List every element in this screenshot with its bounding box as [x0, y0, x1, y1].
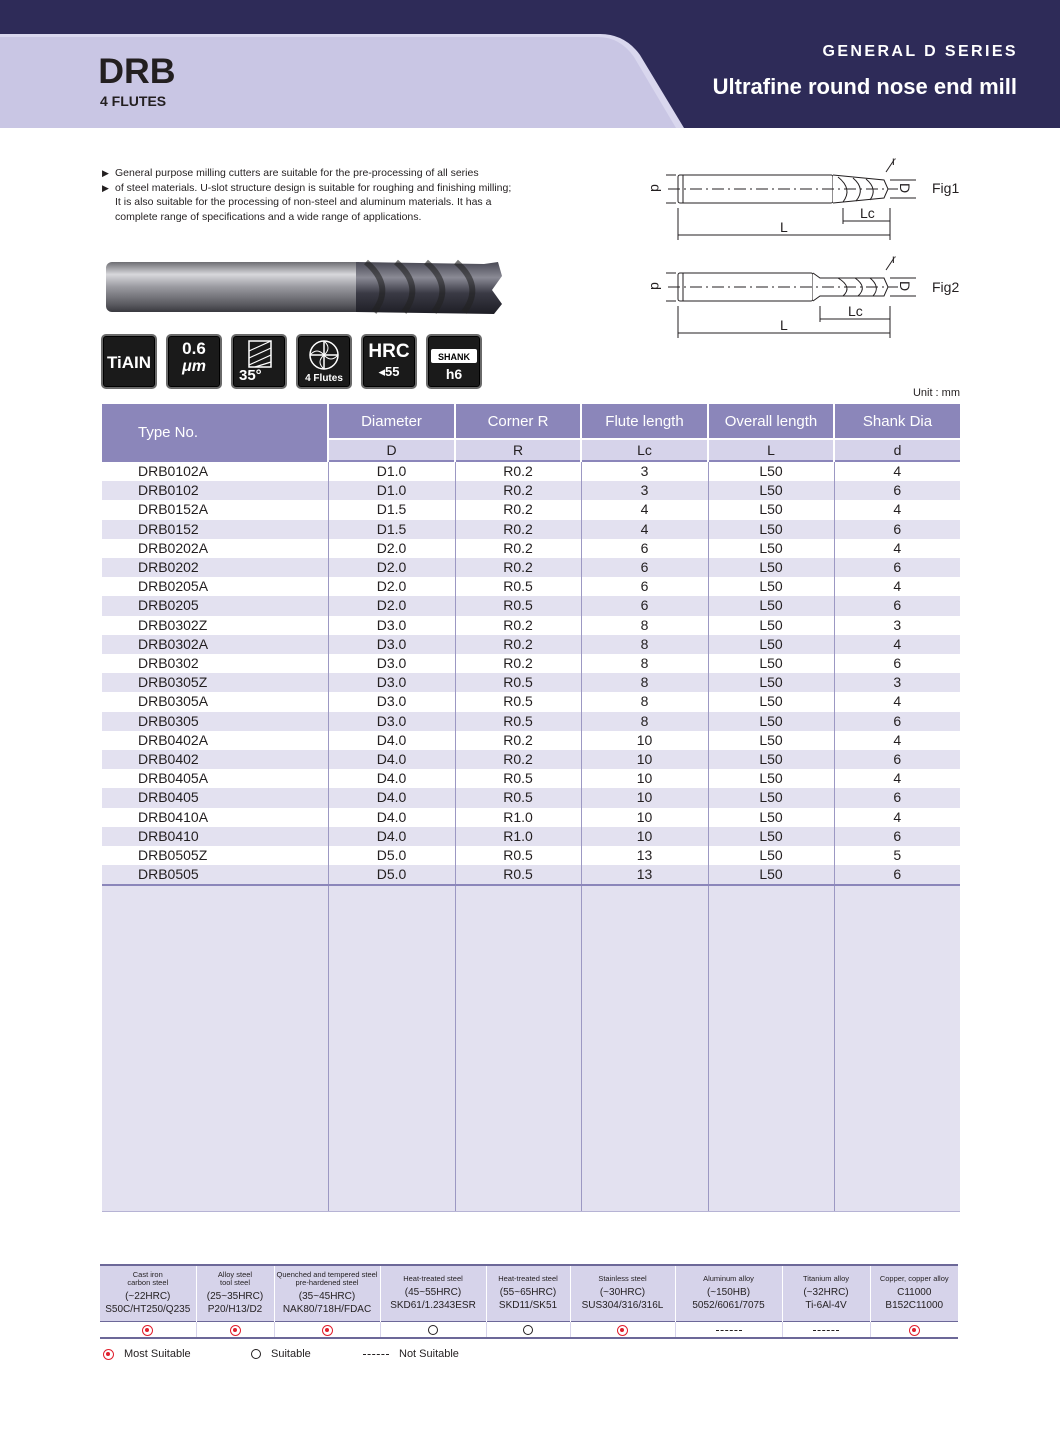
legend-not-suitable: [363, 1348, 459, 1360]
table-row: [102, 692, 960, 711]
not-suitable-icon: [716, 1330, 742, 1331]
cell-type: DRB0205: [102, 596, 328, 615]
material-cell: [100, 1265, 196, 1321]
cell-overall-length: L50: [708, 635, 834, 654]
cell-corner-r: R0.5: [455, 692, 581, 711]
material-grades: SUS304/316/316L: [581, 1299, 664, 1311]
cell-corner-r: R0.2: [455, 635, 581, 654]
fig2-flute-length-label: Lc: [848, 303, 863, 319]
cell-corner-r: R1.0: [455, 827, 581, 846]
shank-tolerance-value: h6: [445, 366, 463, 382]
materials-row: [100, 1265, 958, 1321]
cell-flute-length: 6: [581, 539, 708, 558]
cell-corner-r: R0.5: [455, 596, 581, 615]
feature-badges: [101, 334, 482, 389]
most-suitable-icon: [617, 1325, 628, 1336]
material-name: tool steel: [219, 1278, 251, 1288]
empty-cell: [455, 885, 581, 1211]
cell-flute-length: 10: [581, 827, 708, 846]
table-row: [102, 827, 960, 846]
material-name: Alloy steel: [217, 1269, 253, 1279]
cell-corner-r: R0.5: [455, 577, 581, 596]
table-row: [102, 712, 960, 731]
table-row: [102, 846, 960, 865]
empty-cell: [708, 885, 834, 1211]
cell-shank-dia: 4: [834, 635, 960, 654]
not-suitable-icon: [363, 1354, 389, 1355]
series-name: GENERAL D SERIES: [822, 43, 1018, 60]
table-row: [102, 808, 960, 827]
material-grades: 5052/6061/7075: [692, 1299, 765, 1311]
cell-corner-r: R0.5: [455, 673, 581, 692]
suitable-icon: [251, 1349, 261, 1359]
desc-line: ▶ of steel materials. U-slot structure design is suitable for roughing and finishing milling;: [102, 181, 512, 194]
cell-corner-r: R0.2: [455, 481, 581, 500]
fig1-label: Fig1: [932, 180, 960, 196]
empty-cell: [834, 885, 960, 1211]
suitability-cell: [486, 1321, 570, 1338]
empty-cell: [102, 885, 328, 1211]
cell-type: DRB0405: [102, 788, 328, 807]
cell-type: DRB0505: [102, 865, 328, 885]
cell-corner-r: R0.2: [455, 654, 581, 673]
material-name: Aluminum alloy: [703, 1274, 754, 1283]
suitability-cell: [100, 1321, 196, 1338]
material-hardness: (~150HB): [706, 1286, 751, 1298]
suitability-cell: [570, 1321, 675, 1338]
cell-shank-dia: 4: [834, 461, 960, 481]
cell-overall-length: L50: [708, 500, 834, 519]
cell-shank-dia: 6: [834, 481, 960, 500]
cell-type: DRB0205A: [102, 577, 328, 596]
fig2-shank-dia-label: d: [647, 282, 664, 290]
cell-shank-dia: 6: [834, 750, 960, 769]
desc-line: It is also suitable for the processing of non-steel and aluminum materials. It has a: [115, 196, 492, 208]
cell-flute-length: 8: [581, 712, 708, 731]
cell-shank-dia: 4: [834, 808, 960, 827]
cell-flute-length: 13: [581, 865, 708, 885]
cell-flute-length: 10: [581, 808, 708, 827]
cell-overall-length: L50: [708, 769, 834, 788]
cell-shank-dia: 4: [834, 539, 960, 558]
bullet-arrow-icon: ▶: [102, 182, 109, 193]
cell-type: DRB0302Z: [102, 616, 328, 635]
table-row: [102, 769, 960, 788]
unit-note: Unit : mm: [912, 387, 960, 399]
cell-flute-length: 4: [581, 500, 708, 519]
cell-type: DRB0305A: [102, 692, 328, 711]
cell-shank-dia: 4: [834, 731, 960, 750]
col-header-diameter: Diameter: [328, 404, 455, 439]
cell-overall-length: L50: [708, 846, 834, 865]
cell-shank-dia: 6: [834, 865, 960, 885]
materials-table: [100, 1264, 958, 1339]
table-row: [102, 539, 960, 558]
cell-shank-dia: 6: [834, 788, 960, 807]
material-hardness: (~22HRC): [125, 1290, 171, 1302]
material-cell: [782, 1265, 870, 1321]
cell-flute-length: 10: [581, 788, 708, 807]
material-hardness: (55~65HRC): [499, 1286, 557, 1298]
cell-overall-length: L50: [708, 539, 834, 558]
col-header-overall-length: Overall length: [708, 404, 834, 439]
cell-shank-dia: 4: [834, 577, 960, 596]
helix-angle-badge: [231, 334, 287, 389]
cell-shank-dia: 4: [834, 769, 960, 788]
material-name: pre-hardened steel: [295, 1278, 359, 1288]
cell-shank-dia: 3: [834, 673, 960, 692]
cell-diameter: D4.0: [328, 788, 455, 807]
material-hardness: C11000: [897, 1286, 932, 1298]
cell-shank-dia: 6: [834, 712, 960, 731]
cell-corner-r: R0.5: [455, 865, 581, 885]
cell-flute-length: 6: [581, 596, 708, 615]
most-suitable-icon: [230, 1325, 241, 1336]
end-mill-image: [104, 256, 504, 320]
table-row: [102, 520, 960, 539]
material-grades: NAK80/718H/FDAC: [282, 1303, 372, 1315]
hardness-badge: [361, 334, 417, 389]
desc-line: ▶ General purpose milling cutters are suitable for the pre-processing of all series: [102, 167, 479, 179]
suitability-row: [100, 1321, 958, 1338]
cell-shank-dia: 6: [834, 827, 960, 846]
spec-table: [102, 404, 960, 1212]
cell-overall-length: L50: [708, 731, 834, 750]
cell-type: DRB0302A: [102, 635, 328, 654]
cell-shank-dia: 6: [834, 596, 960, 615]
cell-flute-length: 13: [581, 846, 708, 865]
material-grades: Ti-6Al-4V: [805, 1299, 847, 1311]
table-row: [102, 865, 960, 885]
cell-diameter: D3.0: [328, 616, 455, 635]
material-hardness: (~32HRC): [803, 1286, 849, 1298]
table-row: [102, 654, 960, 673]
material-name: Heat-treated steel: [403, 1274, 463, 1283]
product-title: Ultrafine round nose end mill: [712, 74, 1017, 99]
cell-type: DRB0410: [102, 827, 328, 846]
material-cell: [486, 1265, 570, 1321]
material-name: Heat-treated steel: [498, 1274, 558, 1283]
material-hardness: (~30HRC): [599, 1286, 646, 1298]
cell-type: DRB0202A: [102, 539, 328, 558]
cell-shank-dia: 6: [834, 520, 960, 539]
cell-flute-length: 3: [581, 461, 708, 481]
cell-flute-length: 8: [581, 635, 708, 654]
cell-diameter: D3.0: [328, 692, 455, 711]
material-hardness: (45~55HRC): [404, 1286, 462, 1298]
legend-suitable: [251, 1348, 311, 1360]
col-header-shank-dia: Shank Dia: [834, 404, 960, 439]
table-row: [102, 577, 960, 596]
subheader-r: R: [455, 439, 581, 461]
cell-diameter: D4.0: [328, 827, 455, 846]
materials-table-wrapper: [100, 1264, 958, 1339]
suitable-icon: [428, 1325, 438, 1335]
cell-overall-length: L50: [708, 520, 834, 539]
grain-size-value: 0.6: [182, 339, 206, 358]
cell-type: DRB0402A: [102, 731, 328, 750]
flutes-badge: [296, 334, 352, 389]
material-name: carbon steel: [127, 1278, 169, 1288]
table-row: [102, 500, 960, 519]
material-cell: [675, 1265, 782, 1321]
cell-flute-length: 3: [581, 481, 708, 500]
cell-overall-length: L50: [708, 827, 834, 846]
table-header-row: [102, 404, 960, 439]
legend-suitable-label: Suitable: [271, 1348, 311, 1360]
cell-diameter: D5.0: [328, 865, 455, 885]
not-suitable-icon: [813, 1330, 839, 1331]
cell-diameter: D2.0: [328, 577, 455, 596]
cell-overall-length: L50: [708, 654, 834, 673]
suitability-cell: [870, 1321, 958, 1338]
cell-shank-dia: 4: [834, 500, 960, 519]
cell-type: DRB0302: [102, 654, 328, 673]
cell-shank-dia: 3: [834, 616, 960, 635]
material-cell: [570, 1265, 675, 1321]
fig-drawings: [648, 150, 968, 350]
cell-overall-length: L50: [708, 788, 834, 807]
product-description: [102, 166, 542, 224]
cell-type: DRB0405A: [102, 769, 328, 788]
cell-flute-length: 10: [581, 731, 708, 750]
cell-diameter: D4.0: [328, 769, 455, 788]
cell-corner-r: R0.2: [455, 520, 581, 539]
cell-overall-length: L50: [708, 750, 834, 769]
flute-count: 4 FLUTES: [100, 93, 167, 109]
cell-corner-r: R0.5: [455, 712, 581, 731]
most-suitable-icon: [909, 1325, 920, 1336]
cell-overall-length: L50: [708, 577, 834, 596]
material-cell: [274, 1265, 380, 1321]
cell-corner-r: R0.2: [455, 731, 581, 750]
cell-flute-length: 10: [581, 750, 708, 769]
material-cell: [870, 1265, 958, 1321]
table-row: [102, 461, 960, 481]
empty-cell: [581, 885, 708, 1211]
cell-flute-length: 8: [581, 673, 708, 692]
cell-diameter: D3.0: [328, 673, 455, 692]
material-name: Quenched and tempered steel: [276, 1269, 378, 1279]
fig1-shank-dia-label: d: [647, 184, 664, 192]
material-grades: B152C11000: [885, 1299, 944, 1311]
four-flutes-icon: [298, 338, 350, 372]
cell-diameter: D1.0: [328, 481, 455, 500]
cell-shank-dia: 5: [834, 846, 960, 865]
cell-overall-length: L50: [708, 673, 834, 692]
cell-flute-length: 4: [581, 520, 708, 539]
hrc-value: ◂55: [378, 364, 400, 379]
material-name: Titanium alloy: [803, 1274, 849, 1283]
cell-corner-r: R0.5: [455, 769, 581, 788]
fig1-dia-label: D: [897, 182, 914, 194]
cell-diameter: D2.0: [328, 596, 455, 615]
cell-overall-length: L50: [708, 692, 834, 711]
cell-type: DRB0202: [102, 558, 328, 577]
material-hardness: (35~45HRC): [298, 1290, 356, 1302]
cell-overall-length: L50: [708, 558, 834, 577]
col-header-type: Type No.: [102, 404, 328, 461]
suitable-icon: [523, 1325, 533, 1335]
shank-tolerance-badge: [426, 334, 482, 389]
cell-shank-dia: 6: [834, 654, 960, 673]
cell-flute-length: 8: [581, 654, 708, 673]
cell-flute-length: 8: [581, 692, 708, 711]
hrc-label: HRC: [368, 341, 410, 362]
cell-type: DRB0505Z: [102, 846, 328, 865]
cell-shank-dia: 4: [834, 692, 960, 711]
cell-overall-length: L50: [708, 596, 834, 615]
helix-angle-value: 35°: [239, 367, 262, 384]
suitability-cell: [782, 1321, 870, 1338]
cell-diameter: D3.0: [328, 654, 455, 673]
cell-diameter: D1.5: [328, 520, 455, 539]
table-row: [102, 481, 960, 500]
cell-type: DRB0102A: [102, 461, 328, 481]
col-header-corner-r: Corner R: [455, 404, 581, 439]
table-row: [102, 558, 960, 577]
material-cell: [380, 1265, 486, 1321]
cell-diameter: D3.0: [328, 712, 455, 731]
cell-flute-length: 10: [581, 769, 708, 788]
most-suitable-icon: [103, 1349, 114, 1360]
page-header: [0, 0, 1060, 128]
bullet-arrow-icon: ▶: [102, 168, 109, 178]
cell-type: DRB0102: [102, 481, 328, 500]
suitability-cell: [675, 1321, 782, 1338]
legend-not-label: Not Suitable: [399, 1348, 459, 1360]
cell-type: DRB0402: [102, 750, 328, 769]
cell-overall-length: L50: [708, 865, 834, 885]
grain-size-badge: [166, 334, 222, 389]
cell-corner-r: R0.2: [455, 616, 581, 635]
fig2-dia-label: D: [897, 280, 914, 292]
suitability-cell: [196, 1321, 274, 1338]
table-row: [102, 596, 960, 615]
spec-table-body: [102, 461, 960, 1211]
product-code: DRB: [98, 52, 176, 91]
cell-overall-length: L50: [708, 461, 834, 481]
cell-corner-r: R0.2: [455, 539, 581, 558]
material-grades: SKD11/SK51: [498, 1299, 558, 1311]
cell-diameter: D1.5: [328, 500, 455, 519]
material-name: Copper, copper alloy: [879, 1274, 949, 1283]
suitability-cell: [274, 1321, 380, 1338]
material-cell: [196, 1265, 274, 1321]
grain-size-unit: μm: [182, 358, 206, 375]
legend-most-label: Most Suitable: [124, 1348, 191, 1360]
coating-text: TiAIN: [106, 353, 152, 372]
cell-diameter: D4.0: [328, 808, 455, 827]
table-row: [102, 616, 960, 635]
cell-diameter: D4.0: [328, 750, 455, 769]
material-grades: P20/H13/D2: [207, 1303, 263, 1315]
cell-type: DRB0410A: [102, 808, 328, 827]
cell-diameter: D2.0: [328, 539, 455, 558]
cell-diameter: D5.0: [328, 846, 455, 865]
fig2-label: Fig2: [932, 279, 960, 295]
cell-overall-length: L50: [708, 481, 834, 500]
table-empty-area: [102, 885, 960, 1211]
cell-flute-length: 6: [581, 558, 708, 577]
cell-corner-r: R0.2: [455, 500, 581, 519]
cell-type: DRB0152: [102, 520, 328, 539]
cell-overall-length: L50: [708, 808, 834, 827]
subheader-shank-d: d: [834, 439, 960, 461]
cell-corner-r: R0.2: [455, 558, 581, 577]
table-row: [102, 750, 960, 769]
subheader-lc: Lc: [581, 439, 708, 461]
subheader-l: L: [708, 439, 834, 461]
material-grades: S50C/HT250/Q235: [105, 1303, 191, 1315]
cell-flute-length: 6: [581, 577, 708, 596]
cell-overall-length: L50: [708, 712, 834, 731]
cell-corner-r: R1.0: [455, 808, 581, 827]
cell-corner-r: R0.2: [455, 461, 581, 481]
legend-most-suitable: [103, 1348, 191, 1360]
cell-diameter: D2.0: [328, 558, 455, 577]
subheader-d: D: [328, 439, 455, 461]
shank-label: SHANK: [437, 352, 470, 362]
most-suitable-icon: [322, 1325, 333, 1336]
table-row: [102, 788, 960, 807]
fig1-radius-label: r: [892, 154, 896, 168]
fig2-radius-label: r: [892, 252, 896, 266]
table-row: [102, 635, 960, 654]
empty-cell: [328, 885, 455, 1211]
col-header-flute-length: Flute length: [581, 404, 708, 439]
cell-diameter: D3.0: [328, 635, 455, 654]
cell-diameter: D4.0: [328, 731, 455, 750]
cell-type: DRB0305Z: [102, 673, 328, 692]
material-hardness: (25~35HRC): [206, 1290, 264, 1302]
material-grades: SKD61/1.2343ESR: [390, 1299, 476, 1311]
material-name: Cast iron: [132, 1269, 163, 1279]
cell-overall-length: L50: [708, 616, 834, 635]
table-row: [102, 731, 960, 750]
fig1-overall-length-label: L: [780, 219, 788, 235]
cell-type: DRB0305: [102, 712, 328, 731]
cell-corner-r: R0.5: [455, 846, 581, 865]
spec-table-wrapper: [102, 404, 960, 1212]
desc-line: complete range of specifications and a wide range of applications.: [115, 210, 422, 223]
cell-flute-length: 8: [581, 616, 708, 635]
material-name: Stainless steel: [598, 1274, 647, 1283]
fig1-flute-length-label: Lc: [860, 205, 875, 221]
cell-corner-r: R0.5: [455, 788, 581, 807]
cell-corner-r: R0.2: [455, 750, 581, 769]
suitability-cell: [380, 1321, 486, 1338]
coating-badge: [101, 334, 157, 389]
fig2-overall-length-label: L: [780, 317, 788, 333]
table-row: [102, 673, 960, 692]
cell-diameter: D1.0: [328, 461, 455, 481]
helix-icon: [233, 339, 285, 369]
cell-type: DRB0152A: [102, 500, 328, 519]
cell-shank-dia: 6: [834, 558, 960, 577]
most-suitable-icon: [142, 1325, 153, 1336]
flutes-text: 4 Flutes: [305, 373, 343, 384]
